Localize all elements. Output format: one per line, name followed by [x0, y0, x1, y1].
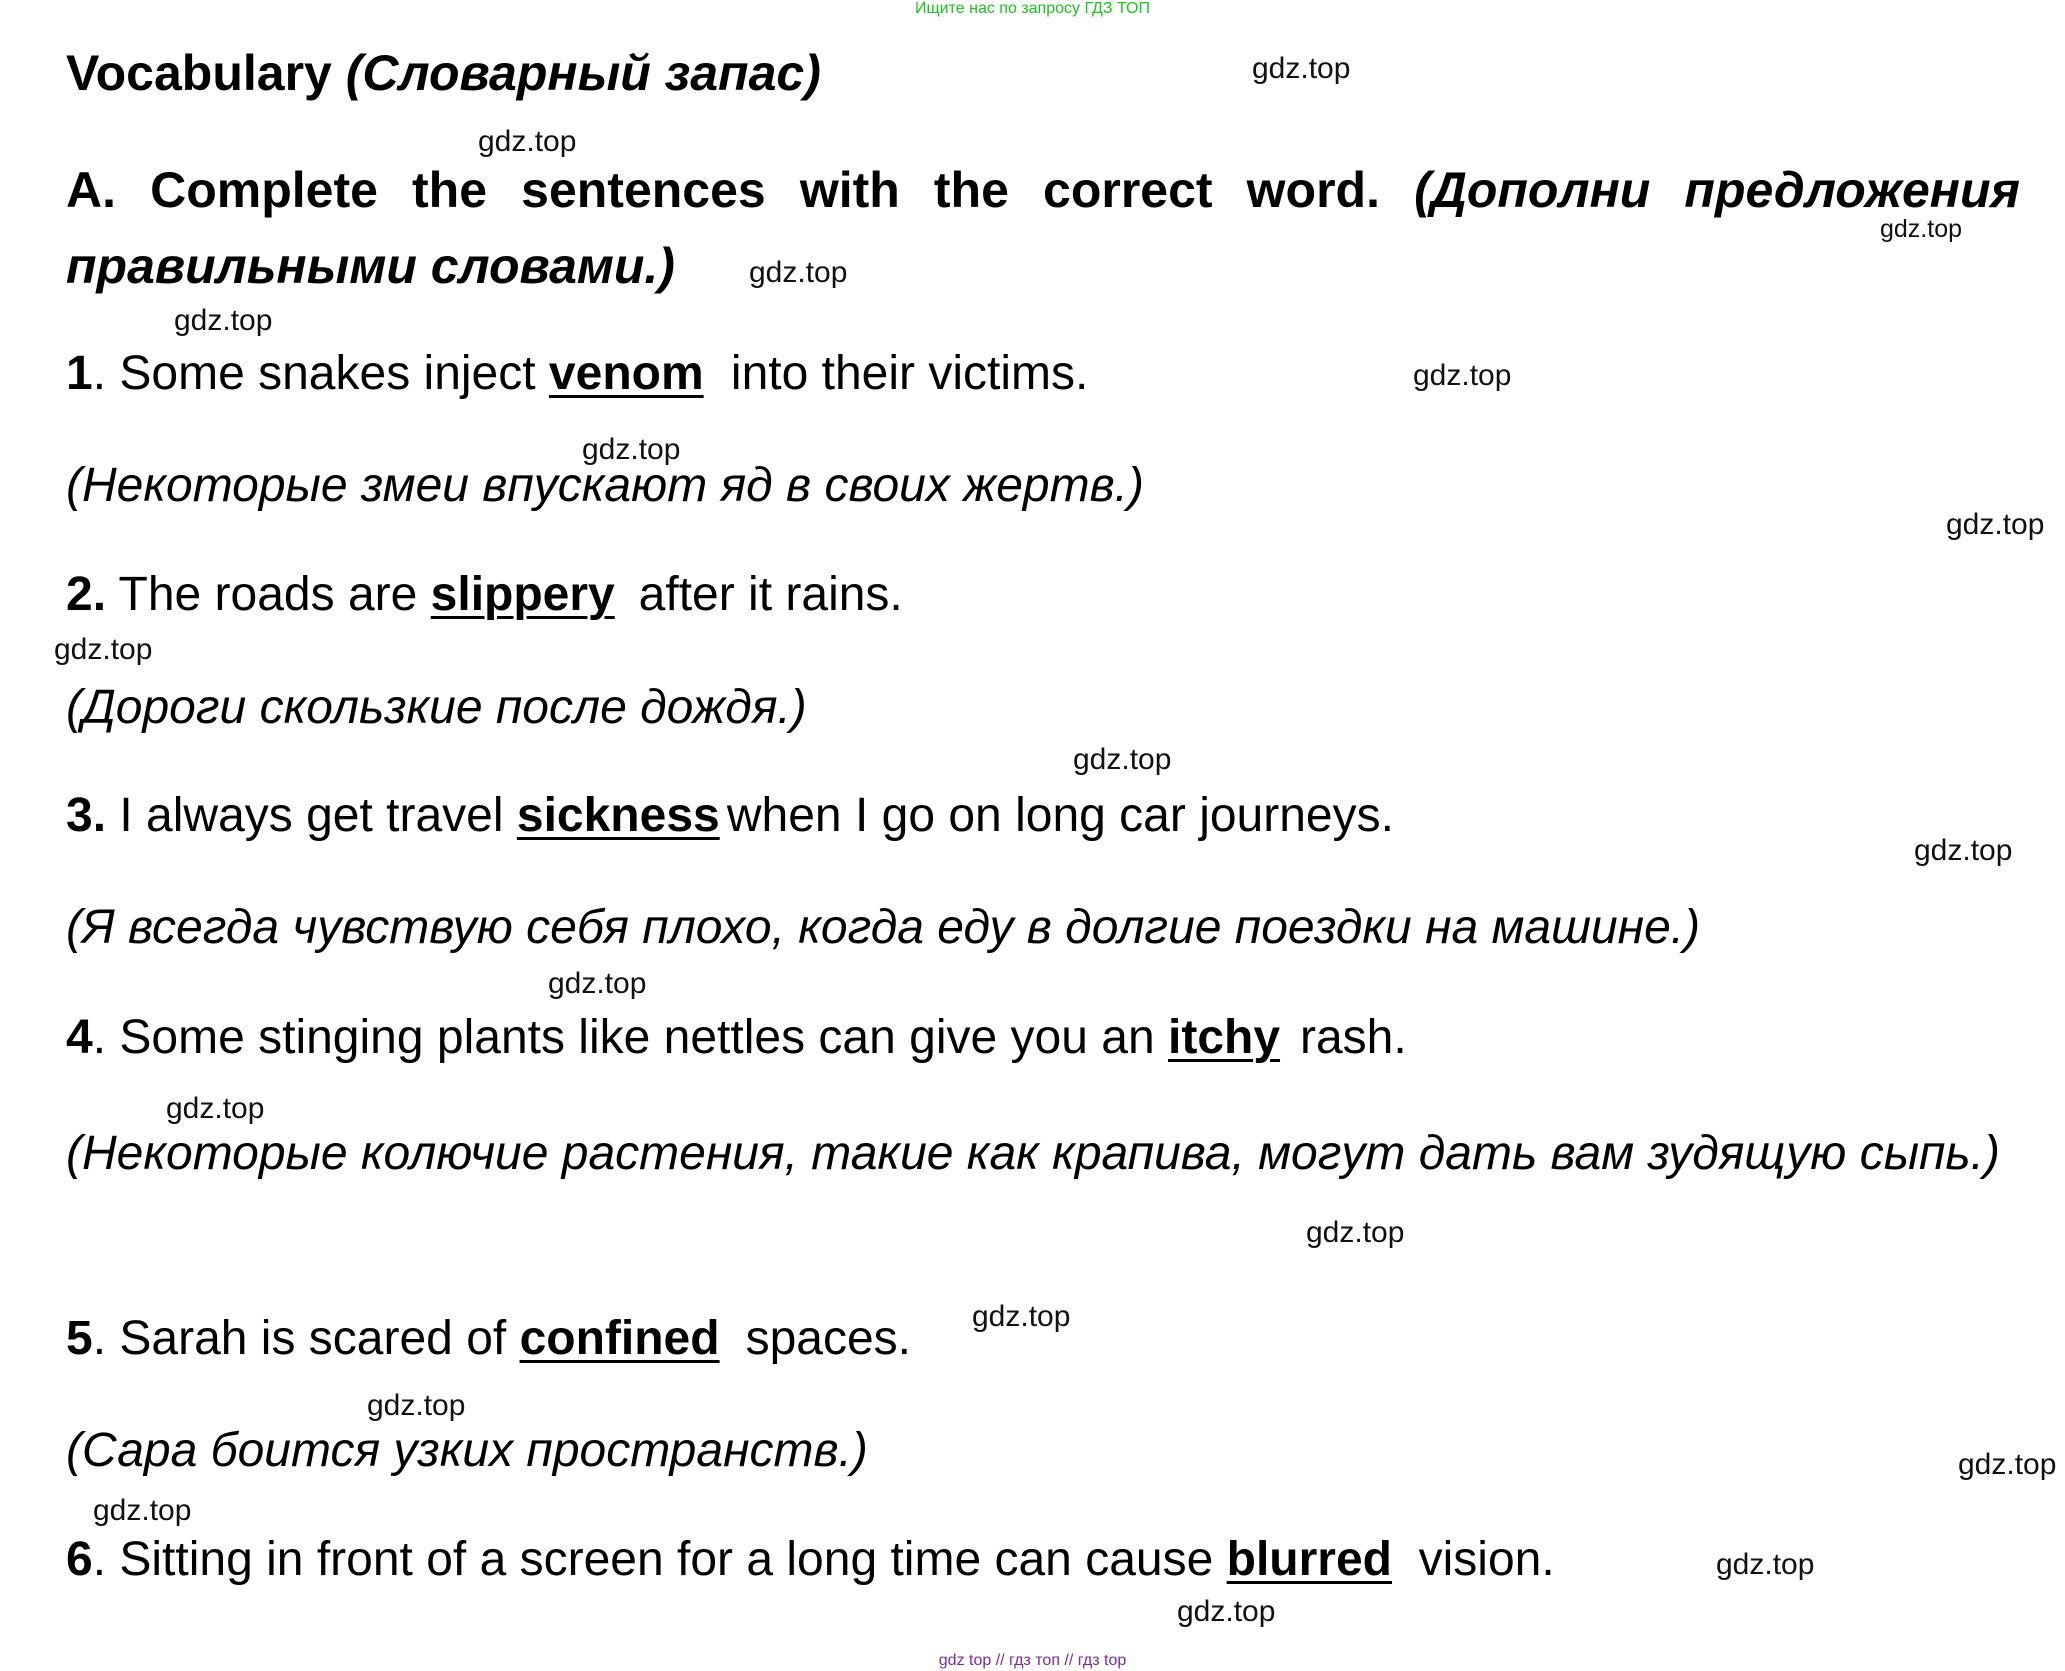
- sentence-text-after: when I go on long car journeys.: [726, 789, 1394, 842]
- watermark: gdz.top: [972, 1300, 1071, 1333]
- task-instruction: [66, 152, 2020, 304]
- watermark: gdz.top: [1914, 834, 2013, 867]
- answer-word: slippery: [430, 568, 615, 621]
- sentence-number: 5: [66, 1312, 93, 1365]
- watermark: gdz.top: [582, 433, 681, 466]
- sentence-number: 3.: [66, 789, 107, 842]
- translation-4: (Некоторые колючие растения, такие как крапива, могут дать вам зудящую сыпь.): [66, 1127, 2000, 1180]
- sentence-separator: .: [92, 1011, 120, 1064]
- answer-word: sickness: [516, 789, 720, 842]
- watermark: gdz.top: [1716, 1548, 1815, 1581]
- task-instruction-ru: (Дополни предложения правильными словами.): [66, 162, 2020, 294]
- sentence-number: 4: [66, 1011, 93, 1064]
- watermark: gdz.top: [166, 1092, 265, 1125]
- sentence-6: [66, 1532, 1555, 1587]
- page-title-ru: (Словарный запас): [345, 45, 821, 101]
- sentence-4: [66, 1010, 1407, 1065]
- watermark: gdz.top: [174, 304, 273, 337]
- bottom-banner-text: gdz top // гдз топ // гдз top: [938, 1652, 1127, 1669]
- answer-word: venom: [548, 347, 704, 400]
- top-banner-text: Ищите нас по запросу ГДЗ ТОП: [915, 0, 1150, 17]
- watermark: gdz.top: [1306, 1216, 1405, 1249]
- sentence-text-before: The roads are: [118, 568, 431, 621]
- sentence-separator: .: [92, 1312, 120, 1365]
- watermark: gdz.top: [478, 125, 577, 158]
- task-instruction-en: A. Complete the sentences with the correct word.: [66, 162, 1380, 218]
- sentence-separator: [106, 568, 118, 621]
- watermark: gdz.top: [749, 256, 848, 289]
- watermark: gdz.top: [93, 1494, 192, 1527]
- sentence-number: 1: [66, 347, 93, 400]
- sentence-text-after: after it rains.: [638, 568, 903, 621]
- answer-word: confined: [519, 1312, 720, 1365]
- sentence-text-after: into their victims.: [730, 347, 1089, 400]
- watermark: gdz.top: [1252, 52, 1351, 85]
- sentence-separator: [106, 789, 119, 842]
- sentence-text-before: Sarah is scared of: [119, 1312, 520, 1365]
- page-title: [66, 44, 821, 102]
- sentence-text-before: I always get travel: [119, 789, 517, 842]
- sentence-separator: .: [92, 1533, 120, 1586]
- watermark: gdz.top: [1413, 359, 1512, 392]
- watermark: gdz.top: [54, 633, 153, 666]
- watermark: gdz.top: [1177, 1595, 1276, 1628]
- watermark: gdz.top: [1946, 508, 2045, 541]
- sentence-2: [66, 567, 903, 622]
- watermark: gdz.top: [1073, 743, 1172, 776]
- translation-3: (Я всегда чувствую себя плохо, когда еду в долгие поездки на машине.): [66, 901, 1701, 954]
- sentence-text-before: Sitting in front of a screen for a long time can cause: [119, 1533, 1227, 1586]
- watermark: gdz.top: [1880, 215, 1963, 243]
- watermark: gdz.top: [1958, 1448, 2057, 1481]
- sentence-1: [66, 346, 1088, 401]
- answer-word: itchy: [1168, 1011, 1281, 1064]
- translation-1: (Некоторые змеи впускают яд в своих жертв.): [66, 459, 1144, 512]
- sentence-number: 6: [66, 1533, 93, 1586]
- watermark: gdz.top: [367, 1389, 466, 1422]
- sentence-number: 2.: [66, 568, 107, 621]
- sentence-separator: .: [92, 347, 120, 400]
- answer-word: blurred: [1226, 1533, 1392, 1586]
- sentence-5: [66, 1311, 911, 1366]
- sentence-text-after: vision.: [1418, 1533, 1555, 1586]
- page-title-en: Vocabulary: [66, 45, 332, 101]
- sentence-text-before: Some snakes inject: [119, 347, 549, 400]
- sentence-text-before: Some stinging plants like nettles can give you an: [119, 1011, 1168, 1064]
- translation-2: (Дороги скользкие после дождя.): [66, 681, 807, 734]
- sentence-text-after: rash.: [1300, 1011, 1407, 1064]
- sentence-3: [66, 788, 1394, 843]
- sentence-text-after: spaces.: [745, 1312, 911, 1365]
- watermark: gdz.top: [548, 967, 647, 1000]
- translation-5: (Сара боится узких пространств.): [66, 1424, 868, 1477]
